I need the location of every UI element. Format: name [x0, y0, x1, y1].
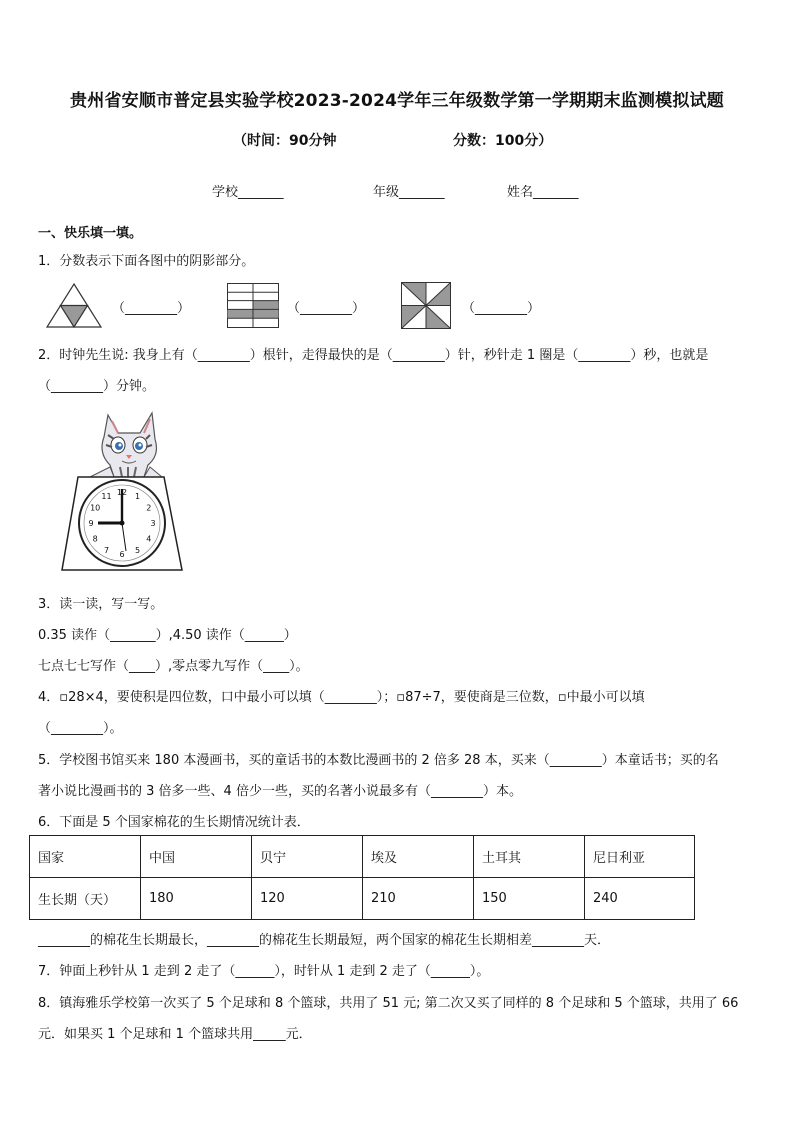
exam-time: （时间：90分钟: [233, 133, 337, 149]
question-8-line-1: 8．镇海雅乐学校第一次买了 5 个足球和 8 个篮球，共用了 51 元; 第二次又买了同样的 8 个足球和 5 个篮球，共用了 66: [38, 996, 739, 1011]
question-3-line-3: 七点七七写作（____）,零点零九写作（____）。: [38, 659, 309, 674]
table-cell: 土耳其: [474, 836, 585, 878]
question-3-line-2: 0.35 读作（_______）,4.50 读作（______）: [38, 628, 297, 643]
answer-blank[interactable]: （________）: [462, 301, 541, 316]
answer-blank[interactable]: （________）: [112, 301, 191, 316]
clock-numeral: 2: [146, 503, 152, 513]
clock-numeral: 12: [116, 488, 128, 497]
answer-blank[interactable]: （________）: [287, 301, 366, 316]
question-2-line-2: （________）分钟。: [38, 379, 156, 394]
question-6-line-1: 6．下面是 5 个国家棉花的生长期情况统计表．: [38, 815, 310, 830]
table-cell: 中国: [141, 836, 252, 878]
clock-numeral: 9: [88, 519, 94, 528]
clock-numeral: 5: [134, 545, 141, 555]
square-figure: [401, 282, 451, 329]
name-field[interactable]: 姓名_______: [507, 185, 579, 200]
table-cell: 生长期（天）: [30, 878, 141, 920]
grid-figure: [227, 283, 279, 328]
question-7-line-1: 7．钟面上秒针从 1 走到 2 走了（______），时针从 1 走到 2 走了（______）。: [38, 964, 490, 979]
table-cell: 180: [141, 878, 252, 920]
table-cell: 国家: [30, 836, 141, 878]
clock-numeral: 11: [101, 492, 112, 502]
grade-field[interactable]: 年级_______: [373, 185, 445, 200]
question-5-line-2: 著小说比漫画书的 3 倍多一些、4 倍少一些，买的名著小说最多有（________）本。: [38, 784, 522, 799]
exam-score: 分数：100分）: [453, 133, 553, 149]
cat-icon: [90, 413, 162, 477]
question-2-line-1: 2．时钟先生说: 我身上有（________）根针，走得最快的是（________）针，秒针走 1 圈是（________）秒，也就是: [38, 348, 709, 363]
table-cell: 尼日利亚: [585, 836, 695, 878]
table-cell: 210: [363, 878, 474, 920]
cotton-table: [29, 835, 695, 920]
clock-numeral: 7: [103, 545, 110, 555]
clock-numeral: 3: [150, 519, 156, 528]
table-cell: 埃及: [363, 836, 474, 878]
table-cell: 240: [585, 878, 695, 920]
triangle-figure: [46, 283, 102, 329]
question-5-line-1: 5．学校图书馆买来 180 本漫画书，买的童话书的本数比漫画书的 2 倍多 28 本，买来（________）本童话书；买的名: [38, 753, 719, 768]
school-field[interactable]: 学校_______: [212, 185, 284, 200]
table-row: [30, 836, 695, 878]
question-4-line-1: 4．▫28×4，要使积是四位数，口中最小可以填（________）；▫87÷7，要使商是三位数，▫中最小可以填: [38, 690, 645, 705]
clock-numeral: 1: [134, 492, 141, 502]
table-row: [30, 878, 695, 920]
question-3-line-1: 3．读一读，写一写。: [38, 597, 164, 612]
table-cell: 贝宁: [252, 836, 363, 878]
section-heading: 一、快乐填一填。: [38, 226, 143, 241]
clock-numeral: 10: [90, 503, 101, 513]
clock-numeral: 4: [146, 534, 152, 544]
question-8-line-2: 元．如果买 1 个足球和 1 个篮球共用_____元．: [38, 1027, 312, 1042]
table-cell: 150: [474, 878, 585, 920]
question-4-line-2: （________）。: [38, 721, 123, 736]
cat-clock-illustration: [60, 405, 190, 573]
question-6-line-2: ________的棉花生长期最长，________的棉花生长期最短，两个国家的棉花生长期相差________天．: [38, 933, 611, 948]
clock-numeral: 8: [92, 534, 98, 544]
clock-numeral: 6: [119, 550, 125, 559]
question-1-text: 1．分数表示下面各图中的阴影部分。: [38, 254, 255, 269]
table-cell: 120: [252, 878, 363, 920]
page-title: 贵州省安顺市普定县实验学校2023-2024学年三年级数学第一学期期末监测模拟试题: [70, 91, 724, 111]
